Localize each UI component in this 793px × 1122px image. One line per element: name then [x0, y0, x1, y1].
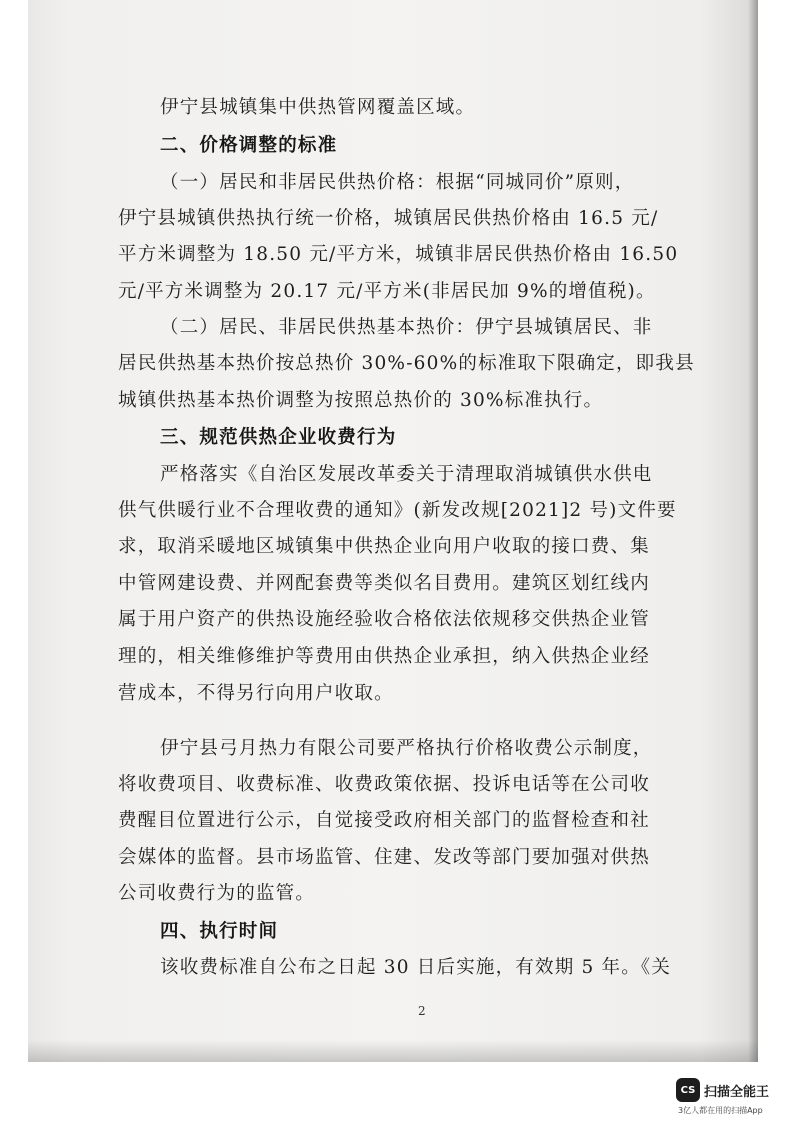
camscanner-logo-icon: CS: [676, 1078, 700, 1102]
text-line: 将收费项目、收费标准、收费政策依据、投诉电话等在公司收: [118, 774, 650, 795]
text-line: 中管网建设费、并网配套费等类似名目费用。建筑区划红线内: [118, 573, 650, 594]
text-line: 平方米调整为 18.50 元/平方米，城镇非居民供热价格由 16.50: [118, 244, 679, 265]
text-line: 伊宁县城镇供热执行统一价格，城镇居民供热价格由 16.5 元/: [118, 208, 659, 229]
text-line: 该收费标准自公布之日起 30 日后实施，有效期 5 年。《关: [160, 957, 672, 978]
page-number: 2: [418, 1004, 426, 1018]
text-line: 营成本，不得另行向用户收取。: [118, 683, 394, 704]
text-line: 城镇供热基本热价调整为按照总热价的 30%标准执行。: [118, 390, 604, 411]
camscanner-watermark: [676, 1078, 788, 1118]
section-heading-3: 三、规范供热企业收费行为: [160, 427, 397, 448]
page-bottom-shadow: [28, 1040, 758, 1062]
text-line: 供气供暖行业不合理收费的通知》(新发改规[2021]2 号)文件要: [118, 500, 677, 521]
text-line: 求，取消采暖地区城镇集中供热企业向用户收取的接口费、集: [118, 536, 650, 557]
section-heading-4: 四、执行时间: [160, 921, 279, 942]
text-line: （二）居民、非居民供热基本热价：伊宁县城镇居民、非: [160, 317, 653, 338]
text-line: 严格落实《自治区发展改革委关于清理取消城镇供水供电: [160, 464, 653, 485]
text-line: 伊宁县城镇集中供热管网覆盖区域。: [160, 97, 476, 118]
text-line: 属于用户资产的供热设施经验收合格依法依规移交供热企业管: [118, 609, 650, 630]
watermark-tagline: 3亿人都在用的扫描App: [678, 1106, 763, 1115]
text-line: 元/平方米调整为 20.17 元/平方米(非居民加 9%的增值税)。: [118, 281, 656, 302]
text-line: 理的，相关维修维护等费用由供热企业承担，纳入供热企业经: [118, 646, 650, 667]
text-line: （一）居民和非居民供热价格：根据“同城同价”原则，: [160, 172, 635, 193]
page-edge-shadow: [748, 0, 758, 1062]
section-heading-2: 二、价格调整的标准: [160, 135, 338, 156]
text-line: 伊宁县弓月热力有限公司要严格执行价格收费公示制度，: [160, 738, 653, 759]
watermark-app-name: 扫描全能王: [704, 1085, 770, 1100]
text-line: 会媒体的监督。县市场监管、住建、发改等部门要加强对供热: [118, 847, 650, 868]
text-line: 居民供热基本热价按总热价 30%-60%的标准取下限确定，即我县: [118, 353, 695, 374]
text-line: 公司收费行为的监管。: [118, 883, 316, 904]
text-line: 费醒目位置进行公示，自觉接受政府相关部门的监督检查和社: [118, 810, 650, 831]
